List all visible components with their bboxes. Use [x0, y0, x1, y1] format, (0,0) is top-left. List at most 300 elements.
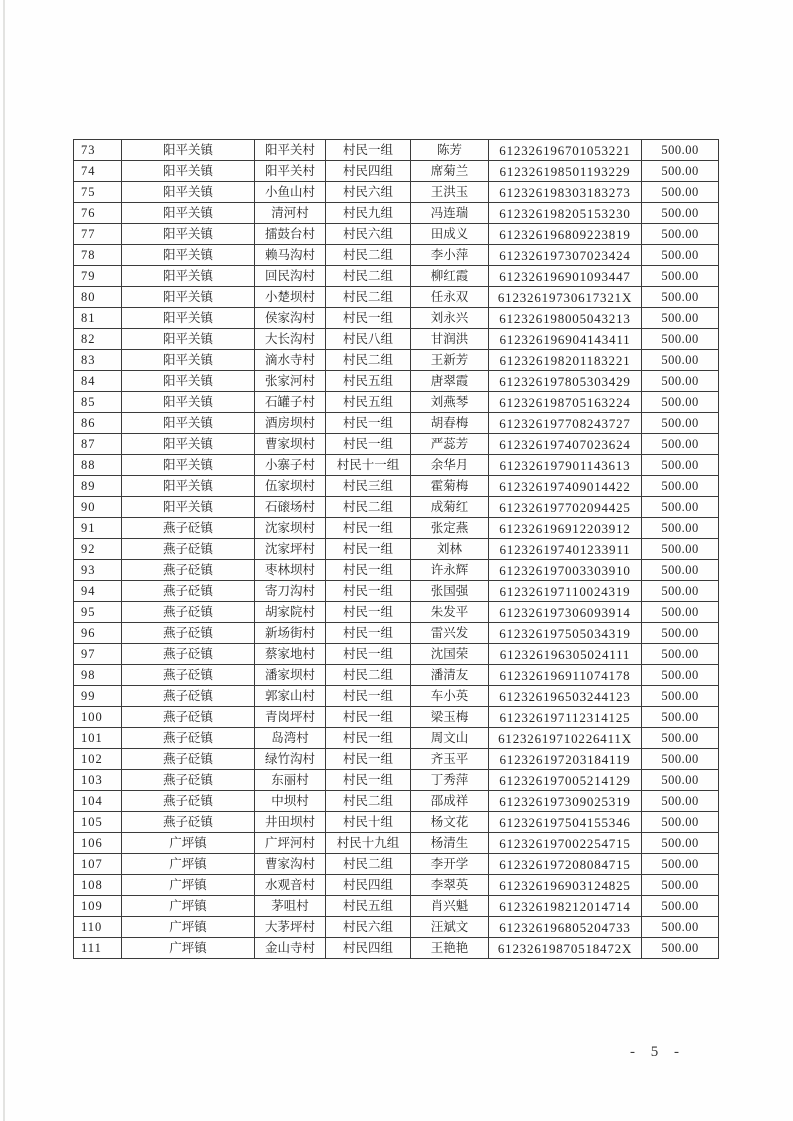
cell-group: 村民十九组: [326, 833, 411, 854]
cell-amount: 500.00: [642, 371, 719, 392]
table-row: [74, 434, 719, 455]
cell-row_no: 84: [74, 371, 122, 392]
cell-town: 阳平关镇: [122, 266, 255, 287]
cell-village: 井田坝村: [255, 812, 326, 833]
cell-row_no: 93: [74, 560, 122, 581]
cell-village: 寄刀沟村: [255, 581, 326, 602]
cell-village: 水观音村: [255, 875, 326, 896]
cell-amount: 500.00: [642, 644, 719, 665]
cell-id_number: 612326197112314125: [489, 707, 642, 728]
cell-town: 燕子砭镇: [122, 686, 255, 707]
table-row: [74, 770, 719, 791]
cell-town: 燕子砭镇: [122, 518, 255, 539]
cell-id_number: 612326196904143411: [489, 329, 642, 350]
cell-name: 席菊兰: [411, 161, 489, 182]
cell-row_no: 97: [74, 644, 122, 665]
cell-id_number: 612326198201183221: [489, 350, 642, 371]
cell-group: 村民五组: [326, 392, 411, 413]
cell-name: 潘清友: [411, 665, 489, 686]
cell-row_no: 104: [74, 791, 122, 812]
cell-name: 杨清生: [411, 833, 489, 854]
table-row: [74, 245, 719, 266]
cell-group: 村民五组: [326, 896, 411, 917]
table-row: [74, 812, 719, 833]
cell-row_no: 107: [74, 854, 122, 875]
table-row: [74, 455, 719, 476]
cell-group: 村民四组: [326, 938, 411, 959]
cell-amount: 500.00: [642, 707, 719, 728]
table-row: [74, 938, 719, 959]
table-row: [74, 707, 719, 728]
table-row: [74, 644, 719, 665]
cell-id_number: 612326198212014714: [489, 896, 642, 917]
cell-amount: 500.00: [642, 791, 719, 812]
cell-town: 阳平关镇: [122, 434, 255, 455]
cell-amount: 500.00: [642, 875, 719, 896]
cell-name: 王艳艳: [411, 938, 489, 959]
cell-id_number: 612326196901093447: [489, 266, 642, 287]
cell-village: 青岗坪村: [255, 707, 326, 728]
cell-group: 村民一组: [326, 686, 411, 707]
cell-name: 李翠英: [411, 875, 489, 896]
beneficiary-table: [73, 139, 719, 959]
cell-row_no: 103: [74, 770, 122, 791]
page-number: - 5 -: [630, 1044, 685, 1060]
cell-row_no: 89: [74, 476, 122, 497]
cell-id_number: 61232619730617321X: [489, 287, 642, 308]
cell-amount: 500.00: [642, 287, 719, 308]
cell-id_number: 612326197003303910: [489, 560, 642, 581]
cell-name: 余华月: [411, 455, 489, 476]
cell-group: 村民一组: [326, 602, 411, 623]
cell-id_number: 612326197504155346: [489, 812, 642, 833]
cell-town: 广坪镇: [122, 854, 255, 875]
cell-name: 王新芳: [411, 350, 489, 371]
cell-group: 村民八组: [326, 329, 411, 350]
cell-group: 村民二组: [326, 791, 411, 812]
cell-amount: 500.00: [642, 581, 719, 602]
cell-village: 侯家沟村: [255, 308, 326, 329]
cell-name: 唐翠霞: [411, 371, 489, 392]
cell-town: 燕子砭镇: [122, 539, 255, 560]
cell-name: 杨文花: [411, 812, 489, 833]
cell-village: 岛湾村: [255, 728, 326, 749]
cell-group: 村民四组: [326, 161, 411, 182]
cell-id_number: 612326197409014422: [489, 476, 642, 497]
cell-town: 阳平关镇: [122, 224, 255, 245]
cell-group: 村民一组: [326, 623, 411, 644]
cell-town: 广坪镇: [122, 833, 255, 854]
cell-village: 金山寺村: [255, 938, 326, 959]
cell-village: 枣林坝村: [255, 560, 326, 581]
cell-village: 胡家院村: [255, 602, 326, 623]
cell-town: 阳平关镇: [122, 371, 255, 392]
cell-town: 阳平关镇: [122, 350, 255, 371]
cell-group: 村民一组: [326, 728, 411, 749]
cell-id_number: 612326196809223819: [489, 224, 642, 245]
cell-row_no: 96: [74, 623, 122, 644]
cell-row_no: 106: [74, 833, 122, 854]
cell-amount: 500.00: [642, 329, 719, 350]
cell-id_number: 612326197110024319: [489, 581, 642, 602]
cell-town: 广坪镇: [122, 917, 255, 938]
table-row: [74, 728, 719, 749]
cell-name: 梁玉梅: [411, 707, 489, 728]
cell-row_no: 95: [74, 602, 122, 623]
table-row: [74, 287, 719, 308]
cell-row_no: 102: [74, 749, 122, 770]
cell-row_no: 91: [74, 518, 122, 539]
cell-group: 村民十组: [326, 812, 411, 833]
cell-id_number: 612326196912203912: [489, 518, 642, 539]
cell-row_no: 105: [74, 812, 122, 833]
table-row: [74, 392, 719, 413]
cell-amount: 500.00: [642, 266, 719, 287]
cell-village: 清河村: [255, 203, 326, 224]
cell-amount: 500.00: [642, 350, 719, 371]
cell-group: 村民二组: [326, 266, 411, 287]
cell-village: 茅咀村: [255, 896, 326, 917]
cell-group: 村民一组: [326, 413, 411, 434]
cell-village: 赖马沟村: [255, 245, 326, 266]
cell-group: 村民一组: [326, 581, 411, 602]
cell-village: 曹家坝村: [255, 434, 326, 455]
table-row: [74, 791, 719, 812]
cell-row_no: 100: [74, 707, 122, 728]
cell-amount: 500.00: [642, 917, 719, 938]
table-row: [74, 371, 719, 392]
table-row: [74, 917, 719, 938]
cell-amount: 500.00: [642, 161, 719, 182]
cell-name: 胡春梅: [411, 413, 489, 434]
cell-id_number: 61232619870518472X: [489, 938, 642, 959]
cell-row_no: 87: [74, 434, 122, 455]
table-row: [74, 161, 719, 182]
cell-row_no: 108: [74, 875, 122, 896]
cell-village: 擂鼓台村: [255, 224, 326, 245]
cell-group: 村民二组: [326, 245, 411, 266]
cell-village: 潘家坝村: [255, 665, 326, 686]
cell-id_number: 612326197309025319: [489, 791, 642, 812]
cell-town: 阳平关镇: [122, 329, 255, 350]
cell-id_number: 612326197505034319: [489, 623, 642, 644]
cell-amount: 500.00: [642, 455, 719, 476]
cell-name: 刘永兴: [411, 308, 489, 329]
cell-name: 刘林: [411, 539, 489, 560]
cell-town: 阳平关镇: [122, 455, 255, 476]
cell-amount: 500.00: [642, 938, 719, 959]
cell-id_number: 612326197702094425: [489, 497, 642, 518]
cell-village: 阳平关村: [255, 161, 326, 182]
cell-group: 村民一组: [326, 518, 411, 539]
table-row: [74, 581, 719, 602]
cell-group: 村民六组: [326, 182, 411, 203]
cell-row_no: 94: [74, 581, 122, 602]
cell-group: 村民一组: [326, 707, 411, 728]
cell-amount: 500.00: [642, 728, 719, 749]
cell-row_no: 80: [74, 287, 122, 308]
table-row: [74, 875, 719, 896]
cell-row_no: 74: [74, 161, 122, 182]
cell-row_no: 85: [74, 392, 122, 413]
cell-amount: 500.00: [642, 623, 719, 644]
cell-name: 张定燕: [411, 518, 489, 539]
cell-name: 李小萍: [411, 245, 489, 266]
cell-group: 村民六组: [326, 224, 411, 245]
cell-row_no: 82: [74, 329, 122, 350]
cell-name: 车小英: [411, 686, 489, 707]
cell-id_number: 612326197307023424: [489, 245, 642, 266]
cell-village: 酒房坝村: [255, 413, 326, 434]
table-row: [74, 329, 719, 350]
cell-row_no: 88: [74, 455, 122, 476]
cell-village: 回民沟村: [255, 266, 326, 287]
table-row: [74, 539, 719, 560]
cell-id_number: 612326198303183273: [489, 182, 642, 203]
cell-village: 广坪河村: [255, 833, 326, 854]
cell-row_no: 101: [74, 728, 122, 749]
cell-amount: 500.00: [642, 203, 719, 224]
cell-group: 村民九组: [326, 203, 411, 224]
cell-group: 村民一组: [326, 434, 411, 455]
cell-id_number: 612326197208084715: [489, 854, 642, 875]
records-table-body: [74, 140, 719, 959]
cell-village: 蔡家地村: [255, 644, 326, 665]
cell-group: 村民四组: [326, 875, 411, 896]
cell-id_number: 612326196805204733: [489, 917, 642, 938]
cell-amount: 500.00: [642, 434, 719, 455]
cell-row_no: 76: [74, 203, 122, 224]
cell-amount: 500.00: [642, 539, 719, 560]
cell-group: 村民二组: [326, 854, 411, 875]
cell-village: 新场街村: [255, 623, 326, 644]
cell-group: 村民一组: [326, 140, 411, 161]
cell-name: 丁秀萍: [411, 770, 489, 791]
cell-amount: 500.00: [642, 602, 719, 623]
table-row: [74, 602, 719, 623]
cell-name: 许永辉: [411, 560, 489, 581]
cell-row_no: 99: [74, 686, 122, 707]
cell-group: 村民六组: [326, 917, 411, 938]
cell-id_number: 612326196903124825: [489, 875, 642, 896]
cell-amount: 500.00: [642, 854, 719, 875]
cell-amount: 500.00: [642, 518, 719, 539]
table-row: [74, 266, 719, 287]
cell-name: 严蕊芳: [411, 434, 489, 455]
cell-amount: 500.00: [642, 497, 719, 518]
cell-id_number: 612326196701053221: [489, 140, 642, 161]
table-row: [74, 476, 719, 497]
cell-village: 沈家坪村: [255, 539, 326, 560]
cell-amount: 500.00: [642, 770, 719, 791]
cell-id_number: 61232619710226411X: [489, 728, 642, 749]
cell-id_number: 612326197002254715: [489, 833, 642, 854]
cell-village: 小寨子村: [255, 455, 326, 476]
scan-edge-artifact: [3, 0, 5, 1121]
cell-village: 石磙场村: [255, 497, 326, 518]
cell-town: 阳平关镇: [122, 287, 255, 308]
table-row: [74, 497, 719, 518]
cell-name: 冯连瑞: [411, 203, 489, 224]
cell-town: 燕子砭镇: [122, 581, 255, 602]
table-row: [74, 413, 719, 434]
cell-amount: 500.00: [642, 833, 719, 854]
cell-name: 陈芳: [411, 140, 489, 161]
table-row: [74, 665, 719, 686]
cell-group: 村民一组: [326, 749, 411, 770]
cell-name: 刘燕琴: [411, 392, 489, 413]
cell-town: 燕子砭镇: [122, 623, 255, 644]
cell-amount: 500.00: [642, 686, 719, 707]
cell-row_no: 81: [74, 308, 122, 329]
cell-row_no: 79: [74, 266, 122, 287]
cell-town: 阳平关镇: [122, 476, 255, 497]
cell-id_number: 612326197407023624: [489, 434, 642, 455]
cell-name: 雷兴发: [411, 623, 489, 644]
cell-name: 齐玉平: [411, 749, 489, 770]
table-row: [74, 350, 719, 371]
table-row: [74, 203, 719, 224]
cell-group: 村民二组: [326, 665, 411, 686]
cell-town: 阳平关镇: [122, 140, 255, 161]
cell-name: 邵成祥: [411, 791, 489, 812]
cell-row_no: 90: [74, 497, 122, 518]
table-row: [74, 182, 719, 203]
cell-town: 阳平关镇: [122, 182, 255, 203]
cell-village: 绿竹沟村: [255, 749, 326, 770]
cell-id_number: 612326197203184119: [489, 749, 642, 770]
cell-amount: 500.00: [642, 749, 719, 770]
cell-row_no: 75: [74, 182, 122, 203]
cell-amount: 500.00: [642, 560, 719, 581]
cell-id_number: 612326196305024111: [489, 644, 642, 665]
cell-group: 村民一组: [326, 770, 411, 791]
cell-amount: 500.00: [642, 392, 719, 413]
cell-town: 燕子砭镇: [122, 791, 255, 812]
cell-town: 阳平关镇: [122, 392, 255, 413]
cell-village: 大长沟村: [255, 329, 326, 350]
cell-village: 小楚坝村: [255, 287, 326, 308]
cell-village: 阳平关村: [255, 140, 326, 161]
cell-village: 东丽村: [255, 770, 326, 791]
cell-id_number: 612326198705163224: [489, 392, 642, 413]
cell-group: 村民一组: [326, 539, 411, 560]
cell-amount: 500.00: [642, 812, 719, 833]
cell-town: 阳平关镇: [122, 308, 255, 329]
cell-town: 燕子砭镇: [122, 728, 255, 749]
cell-id_number: 612326197708243727: [489, 413, 642, 434]
cell-row_no: 78: [74, 245, 122, 266]
cell-name: 王洪玉: [411, 182, 489, 203]
cell-group: 村民十一组: [326, 455, 411, 476]
cell-village: 沈家坝村: [255, 518, 326, 539]
cell-village: 小鱼山村: [255, 182, 326, 203]
cell-group: 村民二组: [326, 287, 411, 308]
cell-name: 甘润洪: [411, 329, 489, 350]
cell-village: 滴水寺村: [255, 350, 326, 371]
table-row: [74, 896, 719, 917]
cell-id_number: 612326197401233911: [489, 539, 642, 560]
cell-name: 沈国荣: [411, 644, 489, 665]
cell-name: 霍菊梅: [411, 476, 489, 497]
cell-row_no: 109: [74, 896, 122, 917]
cell-row_no: 92: [74, 539, 122, 560]
cell-row_no: 98: [74, 665, 122, 686]
cell-amount: 500.00: [642, 476, 719, 497]
cell-name: 任永双: [411, 287, 489, 308]
cell-row_no: 83: [74, 350, 122, 371]
cell-village: 伍家坝村: [255, 476, 326, 497]
cell-row_no: 111: [74, 938, 122, 959]
cell-group: 村民一组: [326, 560, 411, 581]
cell-group: 村民二组: [326, 497, 411, 518]
cell-id_number: 612326198005043213: [489, 308, 642, 329]
cell-town: 阳平关镇: [122, 245, 255, 266]
cell-town: 阳平关镇: [122, 161, 255, 182]
cell-village: 张家河村: [255, 371, 326, 392]
cell-amount: 500.00: [642, 182, 719, 203]
table-row: [74, 623, 719, 644]
cell-town: 燕子砭镇: [122, 602, 255, 623]
table-row: [74, 854, 719, 875]
cell-row_no: 86: [74, 413, 122, 434]
cell-town: 广坪镇: [122, 896, 255, 917]
cell-village: 郭家山村: [255, 686, 326, 707]
cell-id_number: 612326197005214129: [489, 770, 642, 791]
cell-group: 村民二组: [326, 350, 411, 371]
cell-row_no: 73: [74, 140, 122, 161]
cell-group: 村民三组: [326, 476, 411, 497]
table-row: [74, 224, 719, 245]
cell-name: 周文山: [411, 728, 489, 749]
cell-group: 村民一组: [326, 644, 411, 665]
cell-id_number: 612326198501193229: [489, 161, 642, 182]
cell-village: 曹家沟村: [255, 854, 326, 875]
cell-amount: 500.00: [642, 896, 719, 917]
cell-amount: 500.00: [642, 245, 719, 266]
table-row: [74, 686, 719, 707]
cell-town: 燕子砭镇: [122, 707, 255, 728]
cell-village: 石罐子村: [255, 392, 326, 413]
cell-town: 燕子砭镇: [122, 749, 255, 770]
table-row: [74, 308, 719, 329]
cell-group: 村民五组: [326, 371, 411, 392]
cell-group: 村民一组: [326, 308, 411, 329]
cell-village: 大茅坪村: [255, 917, 326, 938]
table-row: [74, 560, 719, 581]
cell-town: 燕子砭镇: [122, 665, 255, 686]
cell-name: 柳红霞: [411, 266, 489, 287]
cell-row_no: 77: [74, 224, 122, 245]
cell-town: 广坪镇: [122, 938, 255, 959]
cell-amount: 500.00: [642, 665, 719, 686]
cell-town: 燕子砭镇: [122, 560, 255, 581]
cell-town: 广坪镇: [122, 875, 255, 896]
cell-town: 燕子砭镇: [122, 812, 255, 833]
cell-name: 肖兴魁: [411, 896, 489, 917]
cell-town: 阳平关镇: [122, 413, 255, 434]
cell-name: 张国强: [411, 581, 489, 602]
cell-name: 田成义: [411, 224, 489, 245]
cell-id_number: 612326196911074178: [489, 665, 642, 686]
table-row: [74, 140, 719, 161]
cell-name: 朱发平: [411, 602, 489, 623]
cell-id_number: 612326198205153230: [489, 203, 642, 224]
cell-name: 李开学: [411, 854, 489, 875]
cell-row_no: 110: [74, 917, 122, 938]
table-row: [74, 833, 719, 854]
cell-id_number: 612326196503244123: [489, 686, 642, 707]
